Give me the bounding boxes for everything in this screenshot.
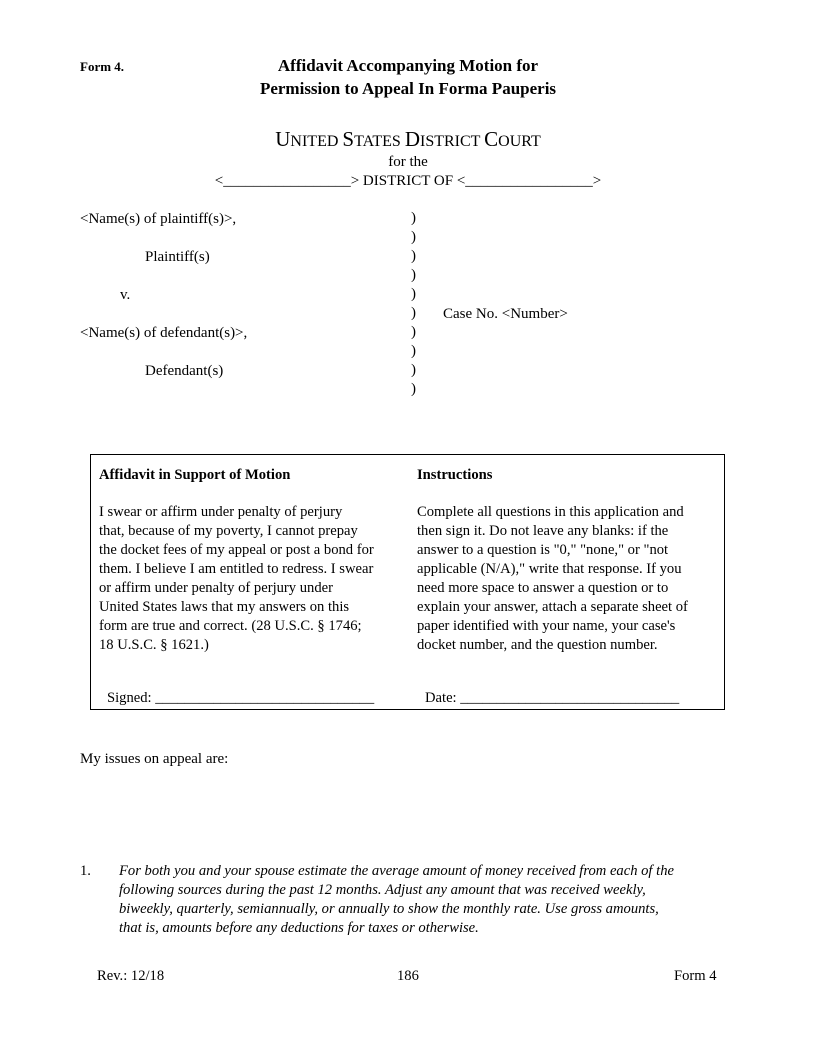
- versus-label: v.: [120, 287, 131, 303]
- affidavit-heading: Affidavit in Support of Motion: [99, 467, 291, 483]
- date-field[interactable]: Date: ______________________________: [425, 690, 680, 706]
- footer-page-number: 186: [397, 968, 419, 984]
- defendant-label: Defendant(s): [145, 363, 224, 379]
- defendant-names: <Name(s) of defendant(s)>,: [80, 325, 248, 341]
- form-title-line-2: Permission to Appeal In Forma Pauperis: [259, 79, 557, 98]
- form-number-label: Form 4.: [80, 59, 125, 74]
- signature-field[interactable]: Signed: ______________________________: [107, 690, 375, 706]
- question-1-number: 1.: [80, 863, 91, 879]
- affidavit-text: I swear or affirm under penalty of perjury that, because of my poverty, I cannot prepay the docket fees of my appeal or post a bond for them. I believe I am entitled to redress. I swear or affirm under penalty of perjury under United States laws that my answers on this form are true and correct. (28 U.S.C. § 1746; 18 U.S.C. § 1621.): [99, 504, 374, 653]
- form-title-line-1: Affidavit Accompanying Motion for: [277, 56, 539, 75]
- footer-revision: Rev.: 12/18: [97, 968, 165, 984]
- instructions-heading: Instructions: [417, 467, 493, 483]
- plaintiff-label: Plaintiff(s): [145, 249, 210, 265]
- instructions-text: Complete all questions in this application and then sign it. Do not leave any blanks: if the answer to a question is "0," "none," or "not applicable (N/A)," write that response. If you need more space to answer a question or to explain your answer, attach a separate sheet of paper identified with your name, your case's docket number, and the question number.: [417, 504, 688, 653]
- case-number: Case No. <Number>: [443, 306, 568, 322]
- court-name: UNITED STATES DISTRICT COURT: [275, 127, 541, 151]
- for-the-label: for the: [388, 154, 428, 170]
- affidavit-column: [99, 466, 374, 655]
- affidavit-instructions-box: [90, 454, 725, 710]
- district-line: <_________________> DISTRICT OF <_________________>: [214, 173, 602, 189]
- plaintiff-names: <Name(s) of plaintiff(s)>,: [80, 211, 237, 227]
- footer-form-label: Form 4: [674, 968, 717, 984]
- instructions-column: [417, 466, 688, 655]
- caption-parentheses: ) ) ) ) ) ) ) ) ) ): [411, 210, 416, 397]
- issues-on-appeal-label: My issues on appeal are:: [80, 751, 229, 767]
- question-1-text: For both you and your spouse estimate the average amount of money received from each of the following sources during the past 12 months. Adjust any amount that was received weekly, biweekly, quarterly, semiannually, or annually to show the monthly rate. Use gross amounts, that is, amounts before any deductions for taxes or otherwise.: [119, 863, 674, 936]
